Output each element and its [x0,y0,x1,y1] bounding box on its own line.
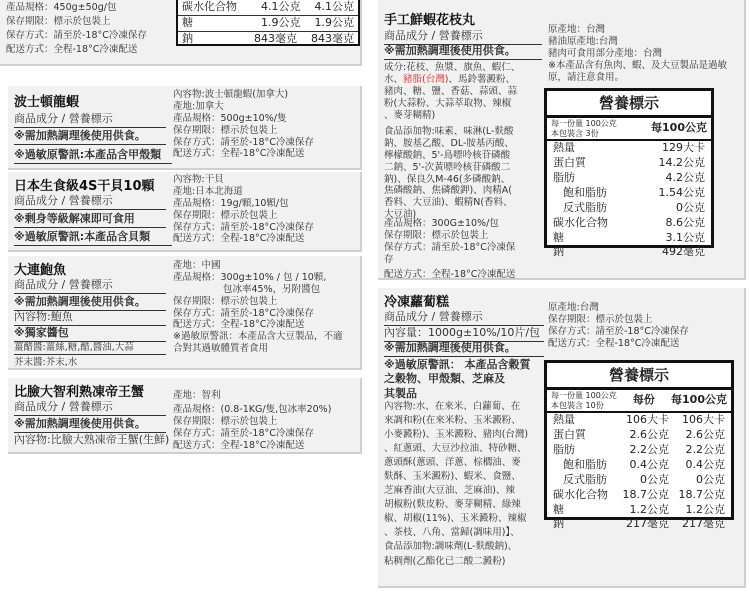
top-left-details [6,2,147,56]
heating-note: ※需加熱調理後使用供食。 [384,341,544,357]
heating-note: ※需加熱調理後使用供食。 [14,129,166,145]
pork-fat-highlight: 豬脂(台灣) [403,73,449,85]
nut-row: 鈉 217毫克 217毫克 [553,517,725,531]
spec-text: 產品規格：450g±50g/包 [6,2,117,13]
nut-row: 糖 1.9公克 1.9公克 [178,16,358,32]
boston-lobster-card [8,86,362,170]
allergen-note: ※過敏原警訊： 本產品含穀質 之穀物、甲殼類、芝麻及 其製品 [384,358,531,400]
raw-note: ※剩身等級解凍即可食用 [14,212,166,228]
heating-note: ※需加熱調理後使用供食。 [14,295,166,311]
heating-note: ※需加熱調理後使用供食。 [384,44,542,60]
product-subtitle: 商品成分 / 營養標示 [14,278,166,294]
product-details: 內容物:干貝 產地:日本北海道 產品規格：19g/顆,10顆/包 保存期限：標示於包裝上 保存方式：請至於-18°C冷凍保存 配送方式：全程-18°C冷凍配送 [173,174,314,245]
product-name: 手工鮮蝦花枝丸 [384,13,476,28]
nutrition-title: 營養標示 [547,363,731,390]
top-left-card [0,0,362,66]
contents-text: 內容物:鮑魚 [14,310,166,326]
nut-row: 飽和脂肪 1.54公克 [563,185,705,199]
product-subtitle: 商品成分 / 營養標示 [14,400,166,416]
king-crab-card [8,378,362,454]
product-details: 內容物:波士頓龍蝦(加拿大) 產地:加拿大 產品規格：500g±10%/隻 保存期限：標示於包裝上 保存方式：請至於-18°C冷凍保存 配送方式：全程-18°C冷凍配送 [173,89,314,160]
nut-row: 鈉 843毫克 843毫克 [182,31,354,45]
nutrition-table: 營養標示 每一份量 100公克 本包裝含 10份 每份 每100公克 熱量 106大卡 106大卡 蛋白質 2.6公克 2.6公克 脂肪 2.2公克 2.2公克 飽和脂肪 0.4公克 0.4公克 反式脂肪 0公克 0公克 碳水化合物 18.7公克 18.7公克 糖 1.2公克 1.2公克 鈉 217毫克 217毫克 [544,360,734,520]
product-subtitle: 商品成分 / 營養標示 [384,29,542,45]
nut-row: 糖 1.2公克 1.2公克 [553,502,725,516]
nut-row: 熱量 129大卡 [553,141,705,155]
storage-details: 產品規格：300G±10%/包 保存期限：標示於包裝上 保存方式：請至於-18°C冷凍保 存 配送方式：全程-18°C冷凍配送 [384,218,516,280]
product-name: 比臉大智利熟凍帝王蟹 [14,385,145,400]
expiry-text: 保存期限：標示於包裝上 [6,15,111,27]
allergen-note: ※過敏原警訊:本產品含甲殼類 [14,148,172,164]
nutrition-title: 營養標示 [547,91,711,118]
nut-row: 反式脂肪 0公克 [563,200,705,214]
nut-row: 碳水化合物 4.1公克 4.1公克 [178,0,358,16]
product-details: 產地：中國 產品規格：300g±10% / 包 / 10顆, 包冰率45%，另附醬包 保存期限：標示於包裝上 保存方式：請至於-18°C冷凍保存 配送方式：全程-18°C冷凍配送 ※過敏原警訊：本產品含大豆製品，不適 合對其過敏體質者食用 [173,260,343,355]
nut-row: 飽和脂肪 0.4公克 0.4公克 [563,457,725,471]
heating-note: ※需加熱調理後使用供食。 [14,417,166,433]
nut-row: 熱量 106大卡 106大卡 [553,413,725,427]
contents-text: 內容物:比臉大熟凍帝王蟹(生鮮) [14,433,170,446]
nut-row: 脂肪 2.2公克 2.2公克 [553,443,725,457]
nut-row: 蛋白質 2.6公克 2.6公克 [553,428,725,442]
origin-details: 原產地：台灣 豬油原產地:台灣 豬肉可食用部分產地：台灣 ※本產品含有魚肉、蝦、及大豆製品是過敏 原，請注意食用。 [548,24,727,83]
product-name: 波士頓龍蝦 [14,95,80,110]
radish-cake-card [378,288,746,588]
content-amount: 內容量：1000g±10%/10片/包 [384,326,544,342]
product-details: 產地：智利 產品規格：(0.8-1KG/隻,包冰率20%) 保存期限：標示於包裝上 保存方式：請至於-18°C冷凍保存 配送方式：全程-18°C冷凍配送 [173,390,332,451]
nut-row: 蛋白質 14.2公克 [553,156,705,170]
sauce-ginger: 薑醋醬:薑絲,糖,醋,醬油,大蒜 [14,342,166,355]
sauce-pack-title: ※獨家醬包 [14,326,166,342]
nut-row: 鈉 492毫克 [553,245,705,259]
nutrition-table: 營養標示 每一份量 100公克 本包裝含 3份 每100公克 熱量 129大卡 蛋白質 14.2公克 脂肪 4.2公克 飽和脂肪 1.54公克 反式脂肪 0公克 碳水化合物 8.6公克 糖 3.1公克 鈉 492毫克 [544,88,714,248]
product-subtitle: 商品成分 / 營養標示 [14,194,166,210]
sauce-wasabi: 芥末醬:芥末,水 [14,357,78,368]
abalone-card [8,256,362,370]
nut-row: 糖 3.1公克 [553,230,705,244]
product-name: 大連鮑魚 [14,263,67,278]
nut-row: 脂肪 4.2公克 [553,171,705,185]
shrimp-ball-card [378,0,746,280]
product-subtitle: 商品成分 / 營養標示 [384,310,544,326]
product-name: 冷凍蘿蔔糕 [384,295,450,310]
storage-text: 保存方式：請至於-18°C冷凍保存 [6,29,147,41]
scallop-card [8,172,362,252]
additives: 食品添加物:味素、味淋(L-麩酸 鈉、胺基乙酸、DL-胺基丙酸、 檸檬酸鈉、5'-鳥嘌呤核苷磷酸 二鈉、5'-次黃嘌呤核苷磷酸二 鈉)、保良久M-46(多磷酸鈉、 焦磷酸鈉、焦磷酸鉀)、肉精A( 香料、大豆油)、蝦精N(香料、 大豆油) [384,126,514,221]
nut-row: 反式脂肪 0公克 0公克 [563,472,725,486]
origin-details: 原產地:台灣 保存期限：標示於包裝上 保存方式：請至於-18°C冷凍保存 配送方式：全程-18°C冷凍配送 [548,302,689,349]
product-name: 日本生食級4S干貝10顆 [14,179,155,194]
nut-row: 碳水化合物 18.7公克 18.7公克 [553,487,725,501]
contents-text: 內容物:水、在來米、白蘿蔔、在 來調和粉(在來米粉、玉米澱粉、 小麥澱粉)、玉米澱粉、豬肉(台灣) 、紅蔥頭、大豆沙拉油、特砂糖、 蔥頭酥(蔥頭、洋蔥、棕櫚油、麥 麩酥、玉米澱粉)、蝦米、食鹽、 芝麻香油(大豆油、芝麻油)、辣 胡椒粉(麩皮粉、麥芽糊精、綠辣 椒、胡椒(11%)、玉米澱粉、辣椒 、茶枝、八角、當歸(調味用)】、 食品添加物:調味劑(L-麩酸鈉)、 粘稠劑(乙酯化已二酸二澱粉) [384,401,529,567]
delivery-text: 配送方式：全程-18°C冷凍配送 [6,43,138,55]
allergen-note: ※過敏原警訊:本產品含貝類 [14,230,172,246]
top-left-nutrition [176,0,360,46]
ingredients: 成分:花枝、魚漿、旗魚、蝦仁、 水、豬脂(台灣)、馬鈴薯澱粉、 豬肉、糖、鹽、香菇、蒜頭、蒜 粉(大蒜粉、大蒜萃取物、辣椒 、麥芽糊精) [384,62,521,121]
product-subtitle: 商品成分 / 營養標示 [14,112,166,128]
nut-row: 碳水化合物 8.6公克 [553,215,705,229]
